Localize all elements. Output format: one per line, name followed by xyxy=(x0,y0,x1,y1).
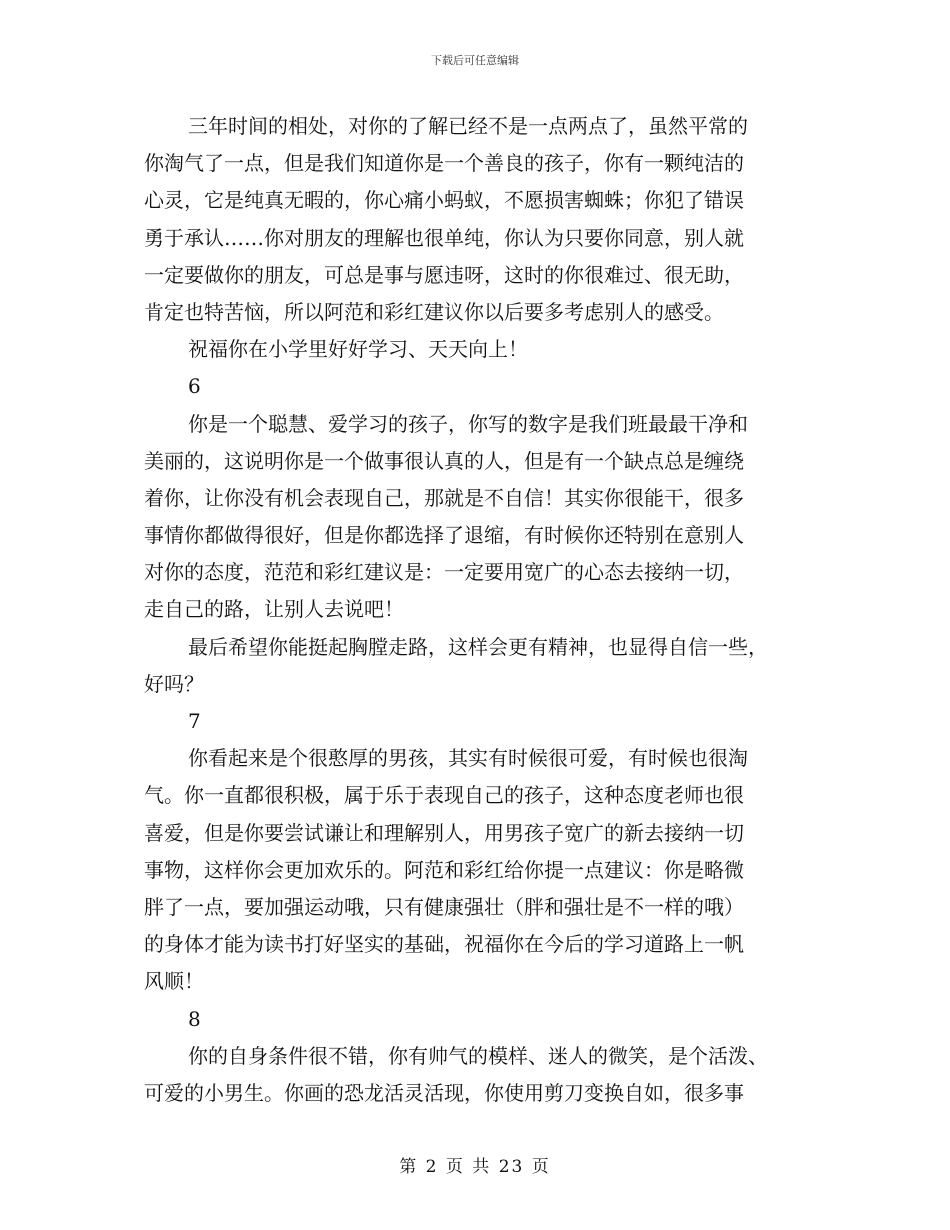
text-line: 可爱的小男生。你画的恐龙活灵活现，你使用剪刀变换自如，很多事 xyxy=(144,1080,744,1105)
text-line: 你的自身条件很不错，你有帅气的模样、迷人的微笑，是个活泼、 xyxy=(188,1043,768,1068)
text-line: 你是一个聪慧、爱学习的孩子，你写的数字是我们班最最干净和 xyxy=(188,411,748,436)
text-line: 胖了一点，要加强运动哦，只有健康强壮（胖和强壮是不一样的哦） xyxy=(144,894,744,919)
text-line: 三年时间的相处，对你的了解已经不是一点两点了，虽然平常的 xyxy=(188,114,748,138)
text-line: 事物，这样你会更加欢乐的。阿范和彩红给你提一点建议：你是略微 xyxy=(144,857,744,882)
text-line: 勇于承认……你对朋友的理解也很单纯，你认为只要你同意，别人就 xyxy=(144,225,744,250)
document-body xyxy=(144,108,812,1112)
text-line: 的身体才能为读书打好坚实的基础，祝福你在今后的学习道路上一帆 xyxy=(144,932,744,957)
text-line: 走自己的路，让别人去说吧！ xyxy=(144,597,404,622)
text-line: 你淘气了一点，但是我们知道你是一个善良的孩子，你有一颗纯洁的 xyxy=(144,151,744,176)
text-line: 最后希望你能挺起胸膛走路，这样会更有精神，也显得自信一些， xyxy=(188,634,768,659)
section-number: 7 xyxy=(188,709,201,733)
text-line: 美丽的，这说明你是一个做事很认真的人，但是有一个缺点总是缠绕 xyxy=(144,448,744,473)
text-line: 气。你一直都很积极，属于乐于表现自己的孩子，这种态度老师也很 xyxy=(144,783,744,808)
text-line: 一定要做你的朋友，可总是事与愿违呀，这时的你很难过、很无助， xyxy=(144,262,744,287)
text-line: 心灵，它是纯真无暇的，你心痛小蚂蚁，不愿损害蜘蛛；你犯了错误 xyxy=(144,188,744,213)
text-line: 着你，让你没有机会表现自己，那就是不自信！其实你很能干，很多 xyxy=(144,485,744,510)
text-line: 你看起来是个很憨厚的男孩，其实有时候很可爱，有时候也很淘 xyxy=(188,746,748,771)
section-number: 8 xyxy=(188,1006,201,1031)
text-line: 喜爱，但是你要尝试谦让和理解别人，用男孩子宽广的新去接纳一切 xyxy=(144,820,744,845)
text-line: 事情你都做得很好，但是你都选择了退缩，有时候你还特别在意别人 xyxy=(144,523,744,548)
section-number: 6 xyxy=(188,374,201,399)
text-line: 对你的态度，范范和彩红建议是：一定要用宽广的心态去接纳一切， xyxy=(144,560,744,585)
text-line: 肯定也特苦恼，所以阿范和彩红建议你以后要多考虑别人的感受。 xyxy=(144,299,724,324)
text-line: 风顺！ xyxy=(144,969,204,994)
page-header: 下载后可任意编辑 xyxy=(431,54,519,67)
text-line: 祝福你在小学里好好学习、天天向上！ xyxy=(188,337,528,362)
text-line: 好吗？ xyxy=(144,671,204,696)
page-footer: 第 2 页 共 23 页 xyxy=(399,1157,551,1177)
